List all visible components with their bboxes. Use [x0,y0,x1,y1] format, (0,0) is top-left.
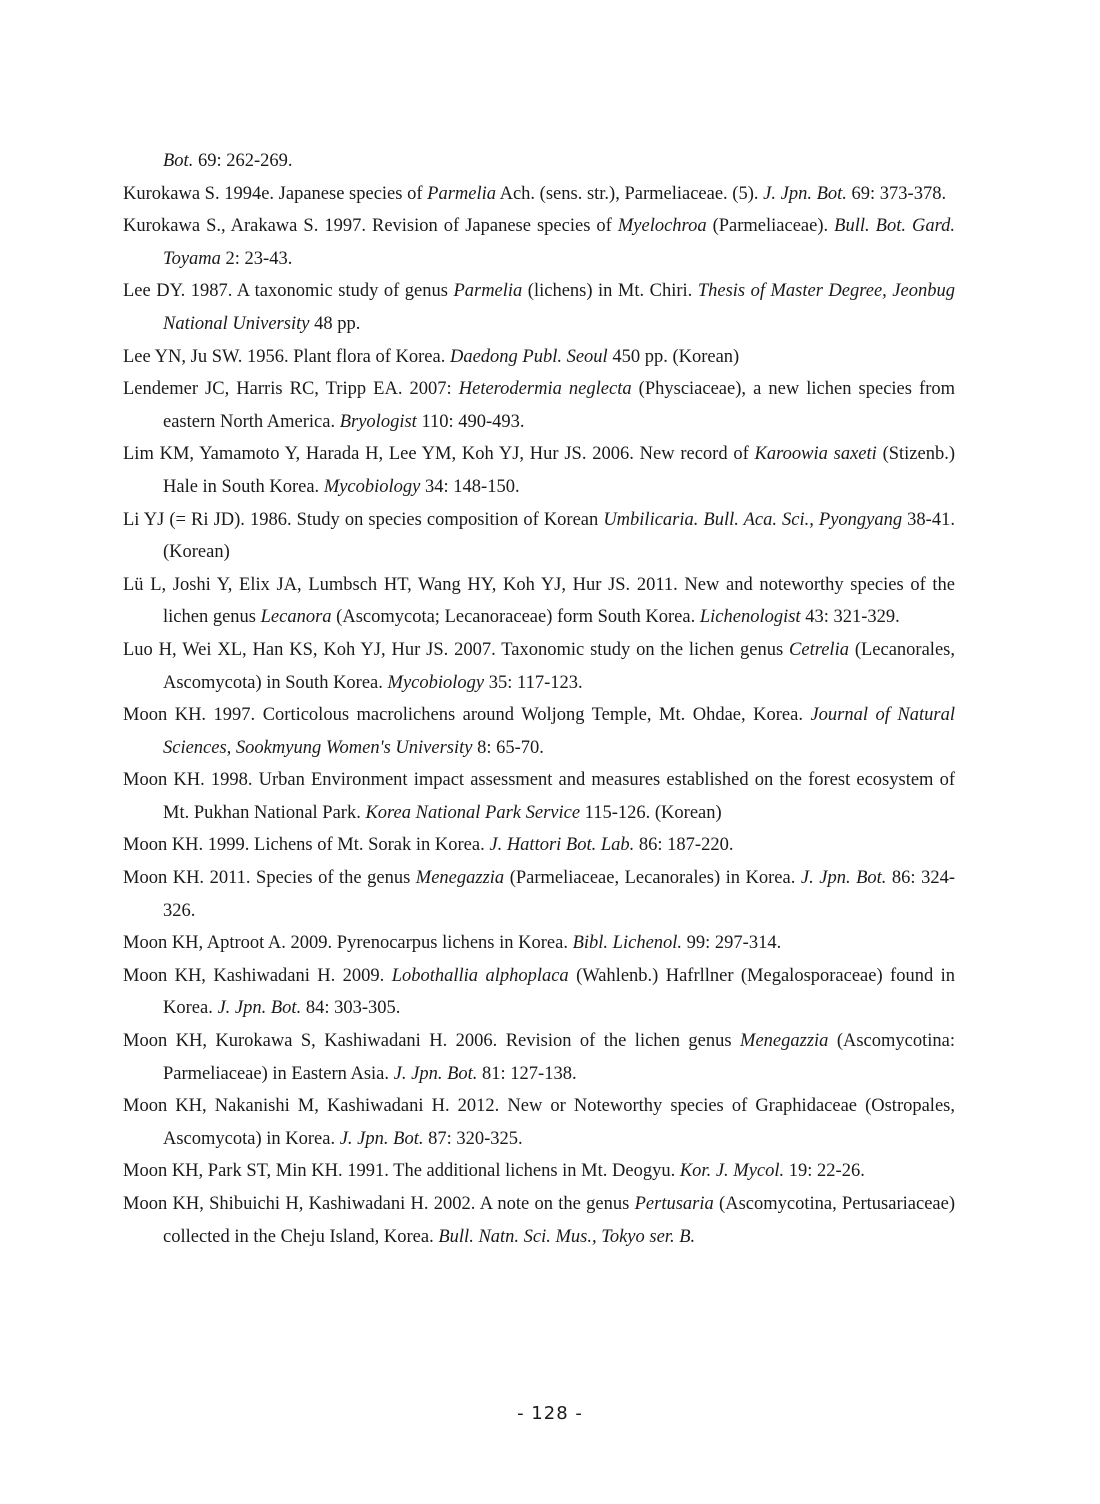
reference-text: 35: 117-123. [484,672,583,693]
reference-text: (Lecanorales, Ascomycota) in South Korea. [163,639,955,693]
reference-entry [123,927,955,960]
reference-text: Li YJ (= Ri JD). 1986. Study on species composition of Korean [123,509,604,530]
reference-text: 34: 148-150. [420,476,520,497]
reference-text: Moon KH, Shibuichi H, Kashiwadani H. 2002. A note on the genus [123,1194,635,1214]
reference-text: 86: 324-326. [163,868,955,921]
reference-italic-text: Lecanora [260,607,332,628]
reference-text: Lü L, Joshi Y, Elix JA, Lumbsch HT, Wang HY, Koh YJ, Hur JS. 2011. New and noteworthy species of the lichen genus [123,574,955,628]
reference-entry [123,1188,955,1253]
reference-text: Moon KH, Kashiwadani H. 2009. [123,965,392,986]
reference-text: (Wahlenb.) Hafrllner (Megalosporaceae) found in Korea. [163,965,955,1019]
reference-text: Lendemer JC, Harris RC, Tripp EA. 2007: [123,379,459,400]
reference-italic-text: Karoowia saxeti [754,444,877,465]
page-number: - 128 - [517,1403,583,1424]
reference-entry [123,699,955,764]
reference-italic-text: Bull. Natn. Sci. Mus., Tokyo ser. B. [438,1226,696,1247]
reference-italic-text: Lobothallia alphoplaca [391,965,569,986]
reference-entry [123,438,955,503]
reference-italic-text: Daedong Publ. Seoul [449,346,608,367]
reference-italic-text: Menegazzia [740,1031,829,1052]
reference-text: Lim KM, Yamamoto Y, Harada H, Lee YM, Koh YJ, Hur JS. 2006. New record of [123,444,755,465]
reference-text: 99: 297-314. [682,933,782,954]
reference-italic-text: J. Jpn. Bot. [800,868,887,889]
reference-italic-text: Bot. [163,151,194,171]
reference-text: Moon KH, Park ST, Min KH. 1991. The additional lichens in Mt. Deogyu. [123,1161,680,1182]
reference-entry [123,1155,955,1188]
reference-text: Ach. (sens. str.), Parmeliaceae. (5). [496,183,764,204]
reference-text: Lee YN, Ju SW. 1956. Plant flora of Korea. [123,346,450,367]
reference-text: Moon KH. 2011. Species of the genus [123,868,416,889]
reference-entry [123,341,955,374]
reference-italic-text: Myelochroa [617,216,707,237]
reference-italic-text: Lichenologist [699,607,801,628]
reference-text: 86: 187-220. [634,835,734,856]
reference-italic-text: J. Jpn. Bot. [393,1063,478,1084]
reference-italic-text: Mycobiology [387,672,485,693]
reference-text: Kurokawa S. 1994e. Japanese species of [123,183,428,204]
reference-list [123,145,955,1253]
reference-text: Moon KH. 1999. Lichens of Mt. Sorak in Korea. [123,835,490,856]
reference-italic-text: Kor. J. Mycol. [679,1161,785,1182]
reference-text: (Ascomycotina: Parmeliaceae) in Eastern Asia. [163,1031,955,1084]
reference-entry [123,634,955,699]
reference-italic-text: Mycobiology [323,476,421,497]
reference-text: (Ascomycota; Lecanoraceae) form South Korea. [331,607,700,628]
reference-italic-text: J. Hattori Bot. Lab. [489,835,635,856]
reference-italic-text: Thesis of Master Degree, Jeonbug National University [163,281,955,334]
reference-entry [123,829,955,862]
reference-italic-text: Heterodermia neglecta [458,379,632,400]
reference-text: 8: 65-70. [472,737,544,758]
reference-text: (Ascomycotina, Pertusariaceae) collected in the Cheju Island, Korea. [163,1194,955,1247]
reference-entry [123,275,955,340]
reference-text: 43: 321-329. [800,607,900,628]
reference-text: 84: 303-305. [301,998,401,1019]
reference-text: 2: 23-43. [220,248,293,269]
reference-entry [123,862,955,927]
reference-text: Moon KH. 1997. Corticolous macrolichens around Woljong Temple, Mt. Ohdae, Korea. [123,705,811,726]
reference-entry [123,764,955,829]
reference-text: (Parmeliaceae, Lecanorales) in Korea. [504,868,801,889]
reference-text: (Physciaceae), a new lichen species from eastern North America. [163,379,955,432]
reference-text: Moon KH. 1998. Urban Environment impact assessment and measures established on the forest ecosystem of Mt. Pukhan National Park. [123,770,955,823]
reference-entry [123,1090,955,1155]
reference-text: 115-126. (Korean) [580,802,722,823]
reference-italic-text: Bull. Bot. Gard. Toyama [163,216,955,269]
reference-text: 19: 22-26. [784,1161,865,1182]
reference-italic-text: Pertusaria [634,1194,714,1214]
reference-text: Moon KH, Nakanishi M, Kashiwadani H. 2012. New or Noteworthy species of Graphidaceae (Ostropales, Ascomycota) in Korea. [123,1096,955,1149]
reference-italic-text: Parmelia [427,183,496,204]
reference-entry [123,960,955,1025]
reference-italic-text: J. Jpn. Bot. [217,998,302,1019]
reference-italic-text: J. Jpn. Bot. [763,183,847,204]
reference-entry [123,504,955,569]
reference-text: 81: 127-138. [477,1063,577,1084]
reference-text: 450 pp. (Korean) [607,346,740,367]
reference-text: Luo H, Wei XL, Han KS, Koh YJ, Hur JS. 2007. Taxonomic study on the lichen genus [123,639,790,660]
reference-entry-continued [123,145,955,178]
reference-text: 38-41. (Korean) [163,509,955,563]
reference-text: 87: 320-325. [423,1128,523,1149]
reference-italic-text: Cetrelia [789,639,849,660]
reference-italic-text: Bibl. Lichenol. [572,933,683,954]
reference-text: (Parmeliaceae). [706,216,835,237]
reference-entry [123,373,955,438]
reference-italic-text: Parmelia [453,281,523,302]
reference-text: (lichens) in Mt. Chiri. [522,281,698,302]
reference-text: (Stizenb.) Hale in South Korea. [163,444,956,497]
reference-text: Moon KH, Aptroot A. 2009. Pyrenocarpus lichens in Korea. [123,933,573,954]
reference-italic-text: Umbilicaria. Bull. Aca. Sci., Pyongyang [603,509,903,530]
reference-entry [123,178,955,211]
reference-italic-text: Bryologist [339,411,417,432]
reference-text: Kurokawa S., Arakawa S. 1997. Revision of Japanese species of [123,216,618,237]
reference-text: Moon KH, Kurokawa S, Kashiwadani H. 2006. Revision of the lichen genus [123,1031,741,1052]
reference-entry [123,569,955,634]
reference-text: 69: 262-269. [193,151,293,171]
reference-italic-text: Journal of Natural Sciences, Sookmyung Women's University [163,705,955,758]
reference-entry [123,210,955,275]
reference-text: Lee DY. 1987. A taxonomic study of genus [123,281,454,302]
reference-italic-text: J. Jpn. Bot. [339,1128,424,1149]
reference-text: 110: 490-493. [416,411,525,432]
reference-entry [123,1025,955,1090]
reference-italic-text: Korea National Park Service [365,802,581,823]
reference-text: 48 pp. [309,313,361,334]
reference-text: 69: 373-378. [846,183,947,204]
reference-italic-text: Menegazzia [415,868,505,889]
